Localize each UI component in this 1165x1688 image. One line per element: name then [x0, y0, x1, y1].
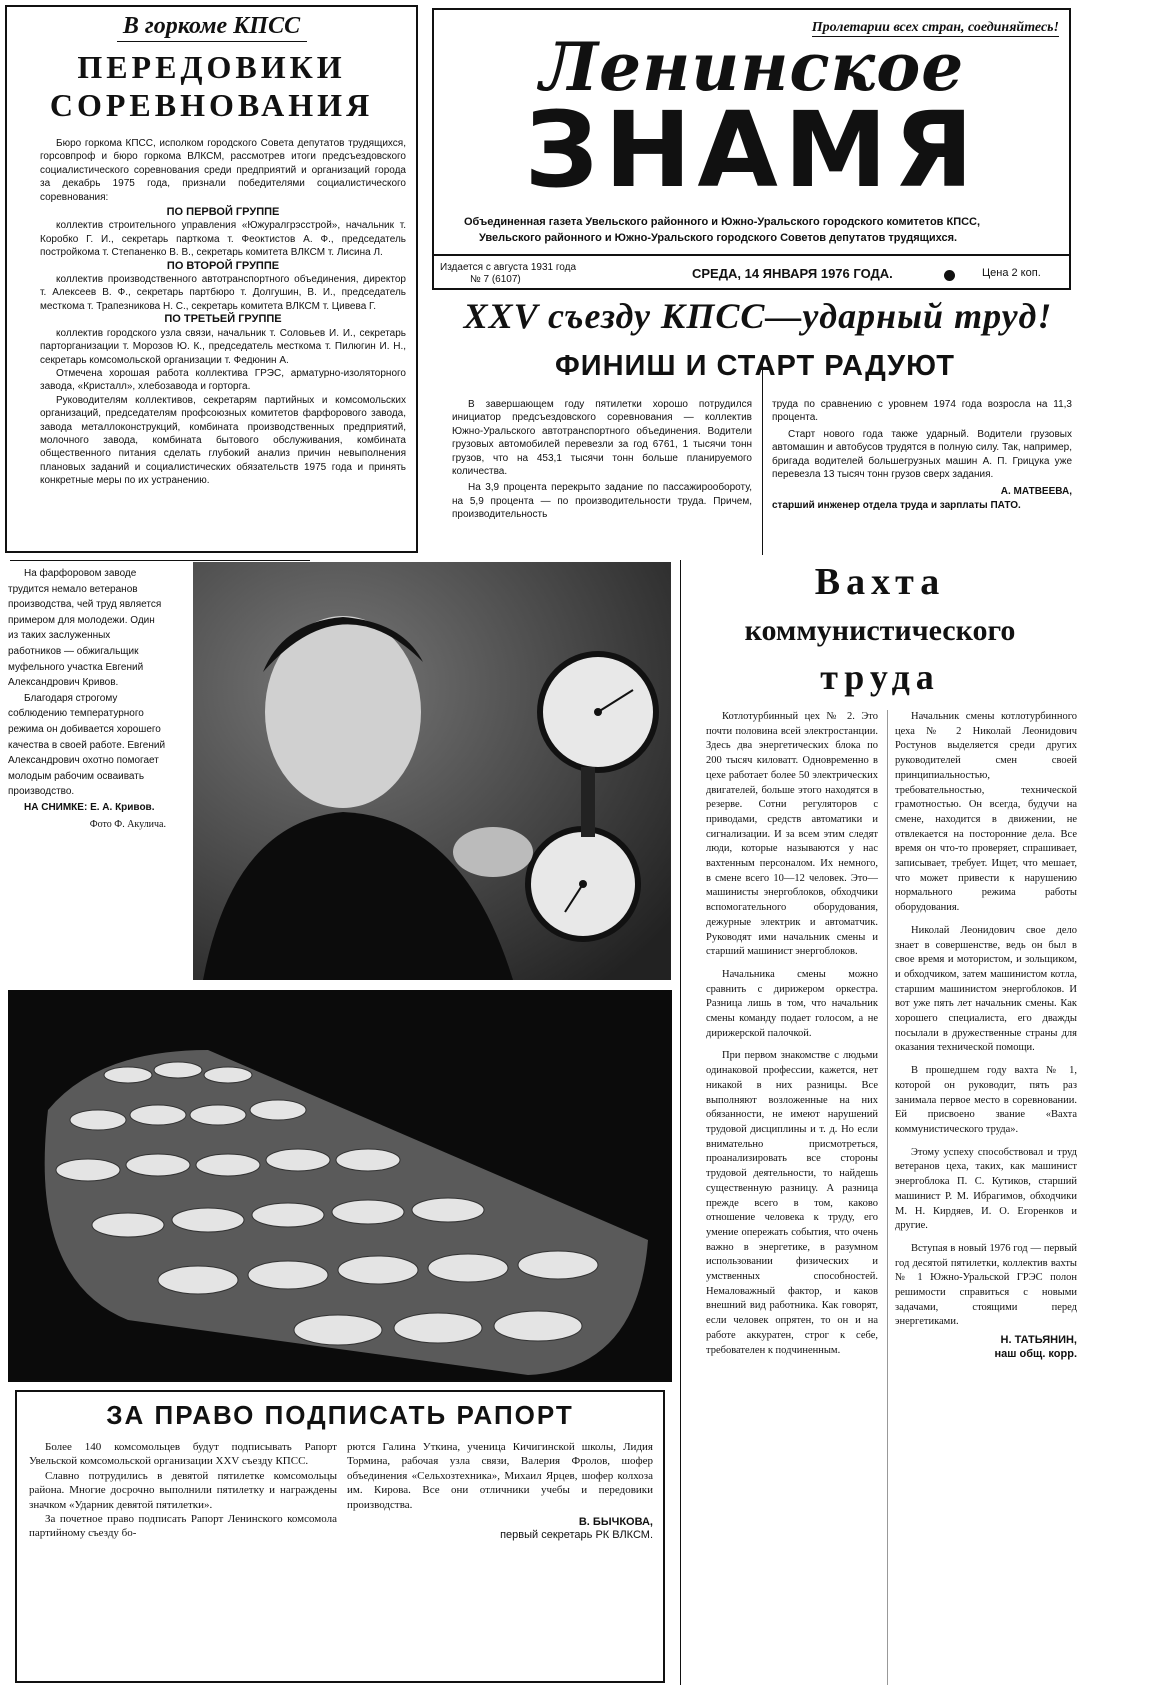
gorkom-note-1: Отмечена хорошая работа коллектива ГРЭС, арматурно-изоляторного завода, «Кристалл», хлебозавода и горторга.: [40, 367, 406, 393]
porcelain-text-1: На фарфоровом заводе трудится немало ветеранов производства, чей труд является примером для молодежи. Один из таких заслуженных работников — обжигальщик муфельного участка Евгений Александрович Кривов.: [8, 568, 162, 689]
finish-headline: ФИНИШ И СТАРТ РАДУЮТ: [554, 350, 956, 382]
gorkom-note-2: Руководителям коллективов, секретарям партийных и комсомольских организаций, председателям профсоюзных комитетов фарфорового завода, завода металлоконструкций, комбината производственных предприятий, молочного завода, комбината бытового обслуживания, комбината общественного питания сделать глубокий анализ причин невыполнения плановых заданий и социалистических обязательств 1975 года и принять конкретные меры по их устранению.: [40, 394, 406, 487]
raport-article: [15, 1390, 665, 1683]
porcelain-plates-photo: [8, 990, 672, 1382]
slogan: Пролетарии всех стран, соединяйтесь!: [811, 20, 1059, 35]
vakhta-author: Н. ТАТЬЯНИН,: [1000, 1334, 1077, 1347]
gorkom-group1-title: ПО ПЕРВОЙ ГРУППЕ: [166, 206, 280, 219]
gorkom-headline-1: ПЕРЕДОВИКИ: [77, 49, 346, 85]
vakhta-headline-2: коммунистического: [744, 614, 1016, 647]
finish-col2-p2: Старт нового года также ударный. Водители грузовых автомашин и автобусов трудятся в полную силу. Так, например, бригада водителей большегрузных машин А. П. Грицука уже перевезла 13 тысяч тонн грузов сверх задания.: [772, 428, 1072, 481]
finish-author-role: старший инженер отдела труда и зарплаты ПАТО.: [772, 499, 1021, 511]
gorkom-group1-text: коллектив строительного управления «Южуралгрэсстрой», начальник т. Коробко Г. И., секретарь парткома т. Феоктистов А. Ф., председатель постройкома т. Степаненко В. В., секретарь комитета ВЛКСМ т. Лисина Л.: [40, 220, 406, 259]
issue-number: № 7 (6107): [470, 274, 521, 285]
vakhta-headline-1: Вахта: [814, 561, 946, 603]
vakhta-col1-p1: Котлотурбинный цех № 2. Это почти половина всей электростанции. Здесь два энергетических блока по 200 тысяч киловатт. Одновременно в цехе работает более 50 электрических двигателей, больше этого находятся в резерве. Сотни регуляторов с приводами, средств автоматики и сигнализации. И за всем этим следят люди, которые называются у нас вахтенным персоналом. Их немного, в смене всего 10—12 человек. Это—машинисты энергоблоков, обходчики вспомогательного оборудования, дежурные электрик и автоматчик. Руководят ими начальник смены и старший машинист энергоблоков.: [706, 711, 878, 958]
gorkom-group2-text: коллектив производственного автотранспортного объединения, директор т. Алексеев В. Ф., секретарь партбюро т. Долгушин, В. И., председатель месткома т. Трапезникова Н. С., секретарь комитета ВЛКСМ т. Цивева Г.: [40, 274, 406, 312]
finish-author: А. МАТВЕЕВА,: [1000, 486, 1072, 498]
gorkom-rubric: В горкоме КПСС: [122, 13, 301, 39]
portrait-photo: [193, 562, 671, 980]
gorkom-group3-title: ПО ТРЕТЬЕЙ ГРУППЕ: [164, 313, 282, 326]
photo-credit: Фото Ф. Акулича.: [89, 818, 166, 830]
issue-date: СРЕДА, 14 ЯНВАРЯ 1976 ГОДА.: [692, 266, 893, 281]
vakhta-col2-p2: Николай Леонидович свое дело знает в совершенстве, ведь он был в свое время и мотористом, и зольщиком, и обходчиком, затем машинистом котла, старшим машинистом энергоблоков. И вот уже пять лет начальник смены. Как хорошего специалиста, его дважды посылали в дружественные страны для оказания технической помощи.: [895, 924, 1077, 1054]
raport-col2-p1: рются Галина Уткина, ученица Кичигинской школы, Лидия Тормина, рабочая узла связи, Валерия Фролов, шофер объединения «Сельхозтехника», Михаил Ярцев, шофер колхоза им. Кирова. Все они отличники учебы и передовики производства.: [347, 1441, 653, 1511]
raport-author-role: первый секретарь РК ВЛКСМ.: [500, 1529, 653, 1542]
masthead: [432, 8, 1071, 290]
bullet-icon: [944, 270, 955, 281]
raport-author: В. БЫЧКОВА,: [578, 1516, 653, 1529]
gorkom-intro: Бюро горкома КПСС, исполком городского Совета депутатов трудящихся, горсовпроф и бюро горкома ВЛКСМ, рассмотрев итоги предсъездовского социалистического соревнования среди предприятий и организаций города за декабрь 1975 года, признали победителями социалистического соревнования:: [40, 138, 406, 203]
newspaper-title-1: Ленинское: [539, 28, 965, 106]
raport-headline: ЗА ПРАВО ПОДПИСАТЬ РАПОРТ: [106, 1400, 574, 1430]
gorkom-article: [5, 5, 418, 553]
issued-since: Издается с августа 1931 года: [440, 262, 577, 273]
finish-col1-p1: В завершающем году пятилетки хорошо потрудился инициатор предсъездовского соревнования — коллектив Южно-Уральского автотранспортного объединения. Водители грузовых автомобилей перевезли за год 6761, 1 тысячи тонн грузов, что на 453,1 тысячи тонн больше планируемого количества.: [452, 399, 752, 478]
vakhta-headline-3: труда: [820, 657, 940, 697]
masthead-subtitle-1: Объединенная газета Увельского районного и Южно-Уральского городского комитетов КПСС,: [464, 216, 981, 228]
finish-col1-p2: На 3,9 процента перекрыто задание по пассажирообороту, на 5,9 процента — по производительности труда. Причем, производительность: [452, 482, 752, 521]
finish-col2-p1: труда по сравнению с уровнем 1974 года возросла на 11,3 процента.: [772, 399, 1072, 424]
gorkom-group3-text: коллектив городского узла связи, начальник т. Соловьев И. И., секретарь парторганизации т. Морозов Ю. К., председатель месткома т. Пилюгин И. Н., секретарь комсомольской организации т. Федюнин А.: [40, 327, 406, 366]
vakhta-col1-p3: При первом знакомстве с людьми одинаковой профессии, кажется, нет никакой в них разницы. Все выполняют возложенные на них обязанности, не имеют нарушений трудовой дисциплины и т. д. Но если внимательно присмотреться, проанализировать все стороны трудовой деятельности, то найдешь существенную разницу. А разница прежде всего в том, каково отношение человека к труду, его умение опережать события, что очень важно в энергетике, в разумном использовании физических и умственных способностей. Немаловажный фактор, и каков внешний вид работника. Как говорят, если человек опрятен, то он и на работе аккуратен, строг к себе, требователен к подчиненным.: [706, 1050, 878, 1356]
vakhta-author-role: наш общ. корр.: [994, 1347, 1077, 1360]
gorkom-headline-2: СОРЕВНОВАНИЯ: [49, 87, 374, 123]
raport-col1-p3: За почетное право подписать Рапорт Ленинского комсомола партийному съезду бо-: [29, 1513, 337, 1540]
porcelain-text-2: Благодаря строгому соблюдению температурного режима он добивается хорошего качества в своей работе. Евгений Александрович охотно помогает молодым рабочим осваивать производство.: [8, 692, 166, 798]
raport-col1-p2: Славно потрудились в девятой пятилетке комсомольцы района. Многие досрочно выполнили пятилетку и награждены значком «Ударник девятой пятилетки».: [29, 1469, 337, 1511]
vakhta-col1: [706, 710, 878, 1685]
congress-banner: XXV съезду КПСС—ударный труд!: [463, 296, 1053, 336]
newspaper-title-2: ЗНАМЯ: [524, 89, 980, 211]
gorkom-group2-title: ПО ВТОРОЙ ГРУППЕ: [166, 259, 280, 272]
vakhta-col2-p5: Вступая в новый 1976 год — первый год десятой пятилетки, коллектив вахты № 1 Южно-Уральской ГРЭС полон решимости справиться с новыми задачами, стоящими перед энергетиками.: [895, 1242, 1077, 1328]
masthead-subtitle-2: Увельского районного и Южно-Уральского городского Советов депутатов трудящихся.: [479, 232, 958, 244]
raport-col1-p1: Более 140 комсомольцев будут подписывать Рапорт Увельской комсомольской организации XXV съезду КПСС.: [29, 1441, 337, 1468]
price: Цена 2 коп.: [982, 267, 1041, 279]
vakhta-col2: [895, 710, 1077, 1685]
vakhta-col2-p1: Начальник смены котлотурбинного цеха № 2 Николай Леонидович Ростунов выделяется среди других руководителей смен своей принципиальностью, требовательностью, технической грамотностью. Он всегда, будучи на смене, находится в движении, не отвлекается на посторонние дела. Все время он что-то проверяет, спрашивает, записывает, требует. Ищет, что мешает, что может привести к нарушению нормального режима работы оборудования.: [895, 711, 1077, 914]
vakhta-col2-p4: Этому успеху способствовал и труд ветеранов цеха, таких, как машинист энергоблока П. С. Кутиков, старший машинист Р. М. Ибрагимов, обходчики М. Н. Кирдяев, И. О. Егоренков и другие.: [895, 1146, 1077, 1232]
vakhta-col1-p2: Начальника смены можно сравнить с дирижером оркестра. Разница лишь в том, что начальник смены команду подает голосом, а не дирижерской палочкой.: [706, 968, 878, 1039]
vakhta-col2-p3: В прошедшем году вахта № 1, которой он руководит, пять раз занимала первое место в соревновании. Ей присвоено звание «Вахта коммунистического труда».: [895, 1065, 1077, 1135]
porcelain-caption: НА СНИМКЕ: Е. А. Кривов.: [24, 801, 155, 813]
